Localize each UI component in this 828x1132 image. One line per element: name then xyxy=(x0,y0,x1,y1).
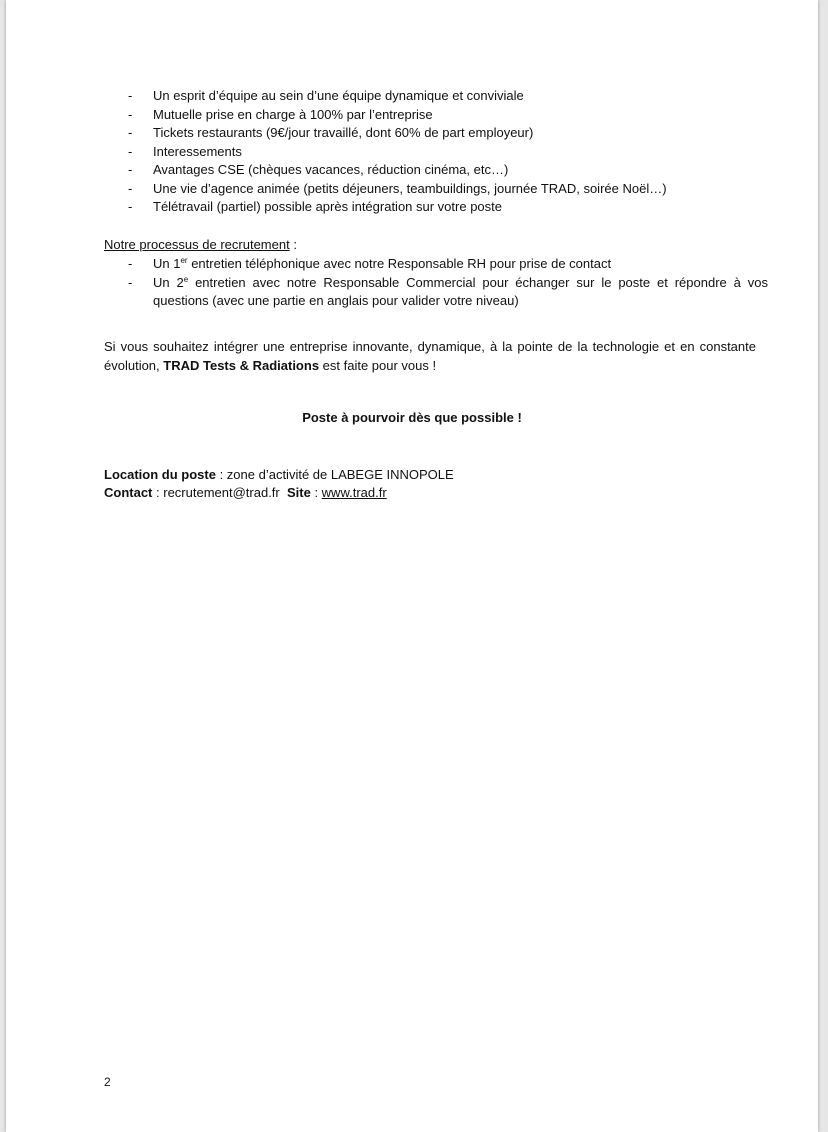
list-item: - Avantages CSE (chèques vacances, réduction cinéma, etc…) xyxy=(6,161,818,180)
process-step-2: - Un 2e entretien avec notre Responsable Commercial pour échanger sur le poste et répondre à vos questions (avec une partie en anglais pour valider votre niveau) xyxy=(128,274,768,308)
process-step-1: - Un 1er entretien téléphonique avec notre Responsable RH pour prise de contact xyxy=(6,255,818,274)
bullet-dash: - xyxy=(128,143,133,159)
bullet-dash: - xyxy=(128,274,133,290)
bullet-dash: - xyxy=(128,106,133,122)
bullet-dash: - xyxy=(128,88,133,103)
page-number: 2 xyxy=(104,1075,111,1089)
availability-notice: Poste à pourvoir dès que possible ! xyxy=(302,410,522,425)
list-item: - Une vie d’agence animée (petits déjeuners, teambuildings, journée TRAD, soirée Noël…) xyxy=(6,180,818,199)
site-link[interactable]: www.trad.fr xyxy=(321,485,387,500)
process-list xyxy=(6,255,818,311)
list-item: - Télétravail (partiel) possible après intégration sur votre poste xyxy=(6,198,818,217)
bullet-dash: - xyxy=(128,199,133,214)
company-name: TRAD Tests & Radiations xyxy=(163,357,320,373)
contact-email: recrutement@trad.fr xyxy=(163,485,280,500)
list-item: - Un esprit d’équipe au sein d’une équipe dynamique et conviviale xyxy=(6,87,818,106)
bullet-dash: - xyxy=(128,125,133,140)
bullet-dash: - xyxy=(128,162,133,177)
document-page xyxy=(6,0,818,1132)
list-item: - Tickets restaurants (9€/jour travaillé, dont 60% de part employeur) xyxy=(6,124,818,143)
contact-line: Contact : recrutement@trad.fr Site : www.trad.fr xyxy=(104,485,387,500)
list-item: - Mutuelle prise en charge à 100% par l’entreprise xyxy=(6,106,818,125)
location-line: Location du poste : zone d’activité de LABEGE INNOPOLE xyxy=(104,467,454,482)
list-item: - Interessements xyxy=(6,143,818,162)
bullet-dash: - xyxy=(128,256,133,271)
bullet-dash: - xyxy=(128,180,133,196)
closing-paragraph: Si vous souhaitez intégrer une entreprise innovante, dynamique, à la pointe de la technologie et en constante évolution, TRAD Tests & Radiations est faite pour vous ! xyxy=(104,339,756,373)
process-heading: Notre processus de recrutement : xyxy=(104,237,297,252)
benefits-list xyxy=(6,87,818,217)
